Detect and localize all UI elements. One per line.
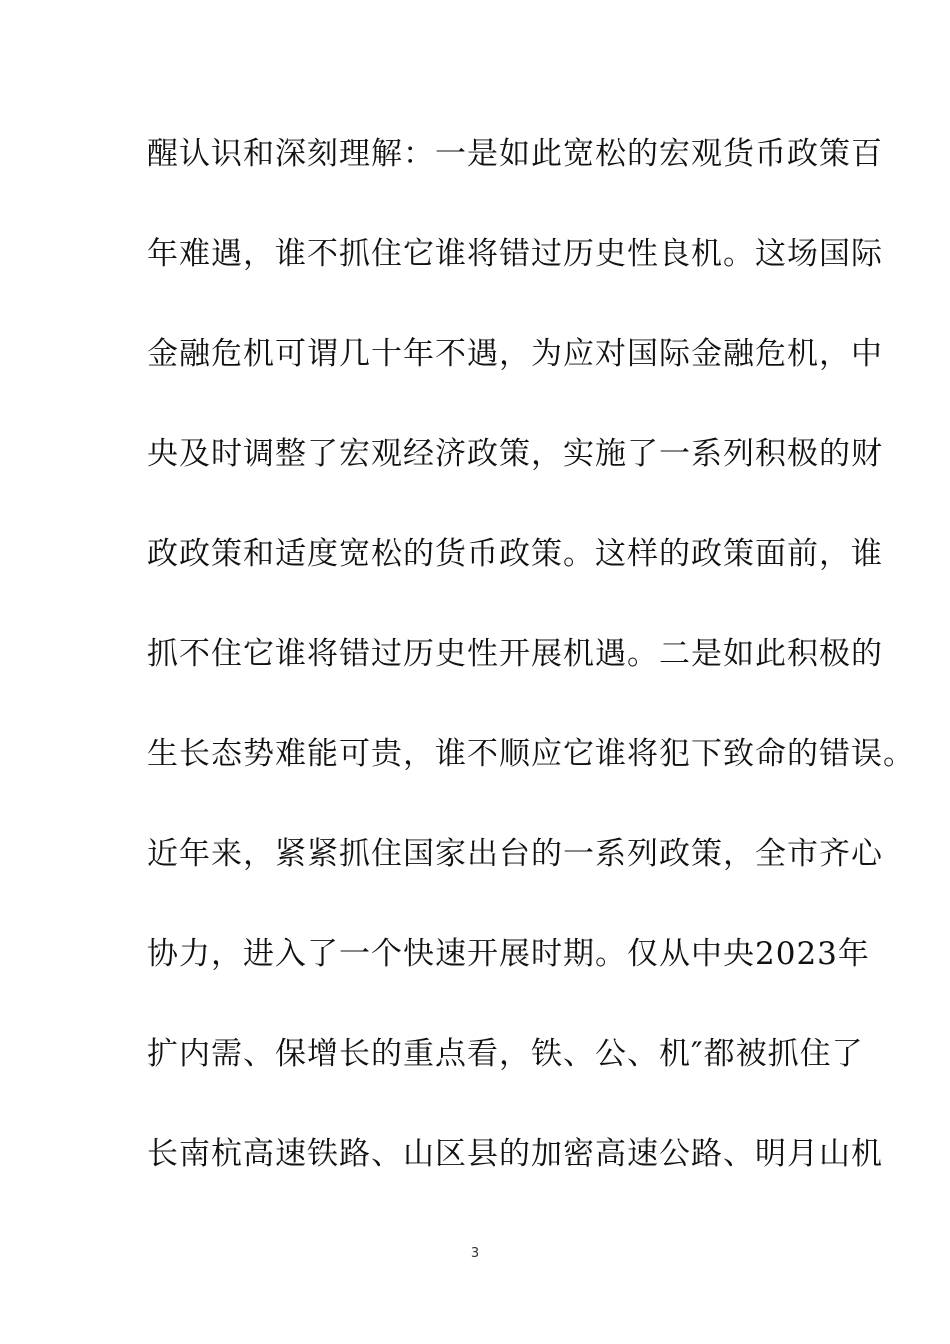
text-line: 扩内需、保增长的重点看，铁、公、机″都被抓住了 [147,1036,864,1072]
text-line: 央及时调整了宏观经济政策，实施了一系列积极的财 [147,436,883,472]
text-line: 生长态势难能可贵，谁不顺应它谁将犯下致命的错误。 [147,736,915,772]
text-line: 政政策和适度宽松的货币政策。这样的政策面前，谁 [147,536,883,572]
body-text [147,126,915,1226]
text-line: 金融危机可谓几十年不遇，为应对国际金融危机，中 [147,336,883,372]
text-line: 近年来，紧紧抓住国家出台的一系列政策，全市齐心 [147,836,883,872]
text-line: 协力，进入了一个快速开展时期。仅从中央2023年 [147,936,870,972]
text-line: 长南杭高速铁路、山区县的加密高速公路、明月山机 [147,1136,883,1172]
text-line: 抓不住它谁将错过历史性开展机遇。二是如此积极的 [147,636,883,672]
text-line: 醒认识和深刻理解：一是如此宽松的宏观货币政策百 [147,136,883,172]
page-number: 3 [470,1246,480,1261]
text-line: 年难遇，谁不抓住它谁将错过历史性良机。这场国际 [147,236,883,272]
